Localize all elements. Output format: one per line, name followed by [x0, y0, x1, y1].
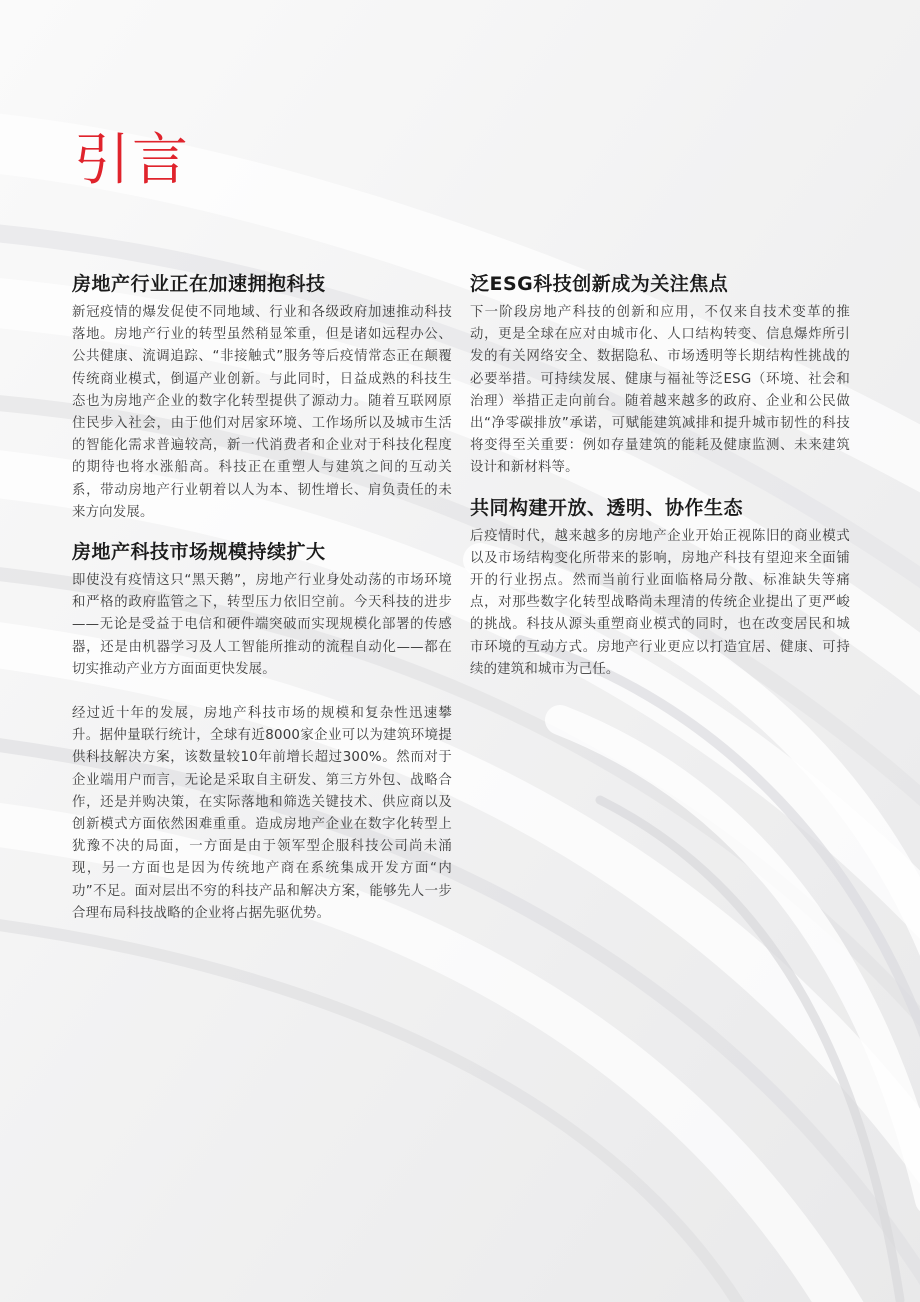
section-heading: 共同构建开放、透明、协作生态: [470, 496, 744, 519]
section-paragraph: 下一阶段房地产科技的创新和应用，不仅来自技术变革的推动，更是全球在应对由城市化、人口结构转变、信息爆炸所引发的有关网络安全、数据隐私、市场透明等长期结构性挑战的必要举措。可持续发展、健康与福祉等泛ESG（环境、社会和治理）举措正走向前台。随着越来越多的政府、企业和公民做出“净零碳排放”承诺，可赋能建筑减排和提升城市韧性的科技将变得至关重要：例如存量建筑的能耗及健康监测、未来建筑设计和新材料等。: [470, 305, 850, 476]
page-title: 引言: [74, 128, 190, 193]
section-paragraph: 即使没有疫情这只“黑天鹅”，房地产行业身处动荡的市场环境和严格的政府监管之下，转型压力依旧空前。今天科技的进步——无论是受益于电信和硬件端突破而实现规模化部署的传感器，还是由机器学习及人工智能所推动的流程自动化——都在切实推动产业方方面面更快发展。: [72, 573, 452, 677]
left-column: [72, 270, 452, 925]
section-paragraph: 后疫情时代，越来越多的房地产企业开始正视陈旧的商业模式以及市场结构变化所带来的影响，房地产科技有望迎来全面铺开的行业拐点。然而当前行业面临格局分散、标准缺失等痛点，对那些数字化转型战略尚未理清的传统企业提出了更严峻的挑战。科技从源头重塑商业模式的同时，也在改变居民和城市环境的互动方式。房地产行业更应以打造宜居、健康、可持续的建筑和城市为己任。: [470, 528, 850, 677]
section-paragraph: 新冠疫情的爆发促使不同地域、行业和各级政府加速推动科技落地。房地产行业的转型虽然稍显笨重，但是诸如远程办公、公共健康、流调追踪、“非接触式”服务等后疫情常态正在颠覆传统商业模式，倒逼产业创新。与此同时，日益成熟的科技生态也为房地产企业的数字化转型提供了源动力。随着互联网原住民步入社会，由于他们对居家环境、工作场所以及城市生活的智能化需求普遍较高，新一代消费者和企业对于科技化程度的期待也将水涨船高。科技正在重塑人与建筑之间的互动关系，带动房地产行业朝着以人为本、韧性增长、肩负责任的未来方向发展。: [72, 305, 452, 520]
section-ecosystem: [470, 494, 850, 681]
section-heading: 泛ESG科技创新成为关注焦点: [470, 273, 729, 295]
section-heading: 房地产科技市场规模持续扩大: [72, 541, 326, 564]
section-paragraph: 经过近十年的发展，房地产科技市场的规模和复杂性迅速攀升。据仲量联行统计，全球有近8000家企业可以为建筑环境提供科技解决方案，该数量较10年前增长超过300%。然而对于企业端用户而言，无论是采取自主研发、第三方外包、战略合作，还是并购决策，在实际落地和筛选关键技术、供应商以及创新模式方面依然困难重重。造成房地产企业在数字化转型上犹豫不决的局面，一方面是由于领军型企服科技公司尚未涌现，另一方面也是因为传统地产商在系统集成开发方面“内功”不足。面对层出不穷的科技产品和解决方案，能够先人一步合理布局科技战略的企业将占据先驱优势。: [72, 706, 452, 921]
right-column: [470, 270, 850, 681]
section-market-scale: [72, 538, 452, 925]
section-tech-adoption: [72, 270, 452, 524]
section-esg: [470, 270, 850, 480]
section-heading: 房地产行业正在加速拥抱科技: [72, 273, 326, 295]
